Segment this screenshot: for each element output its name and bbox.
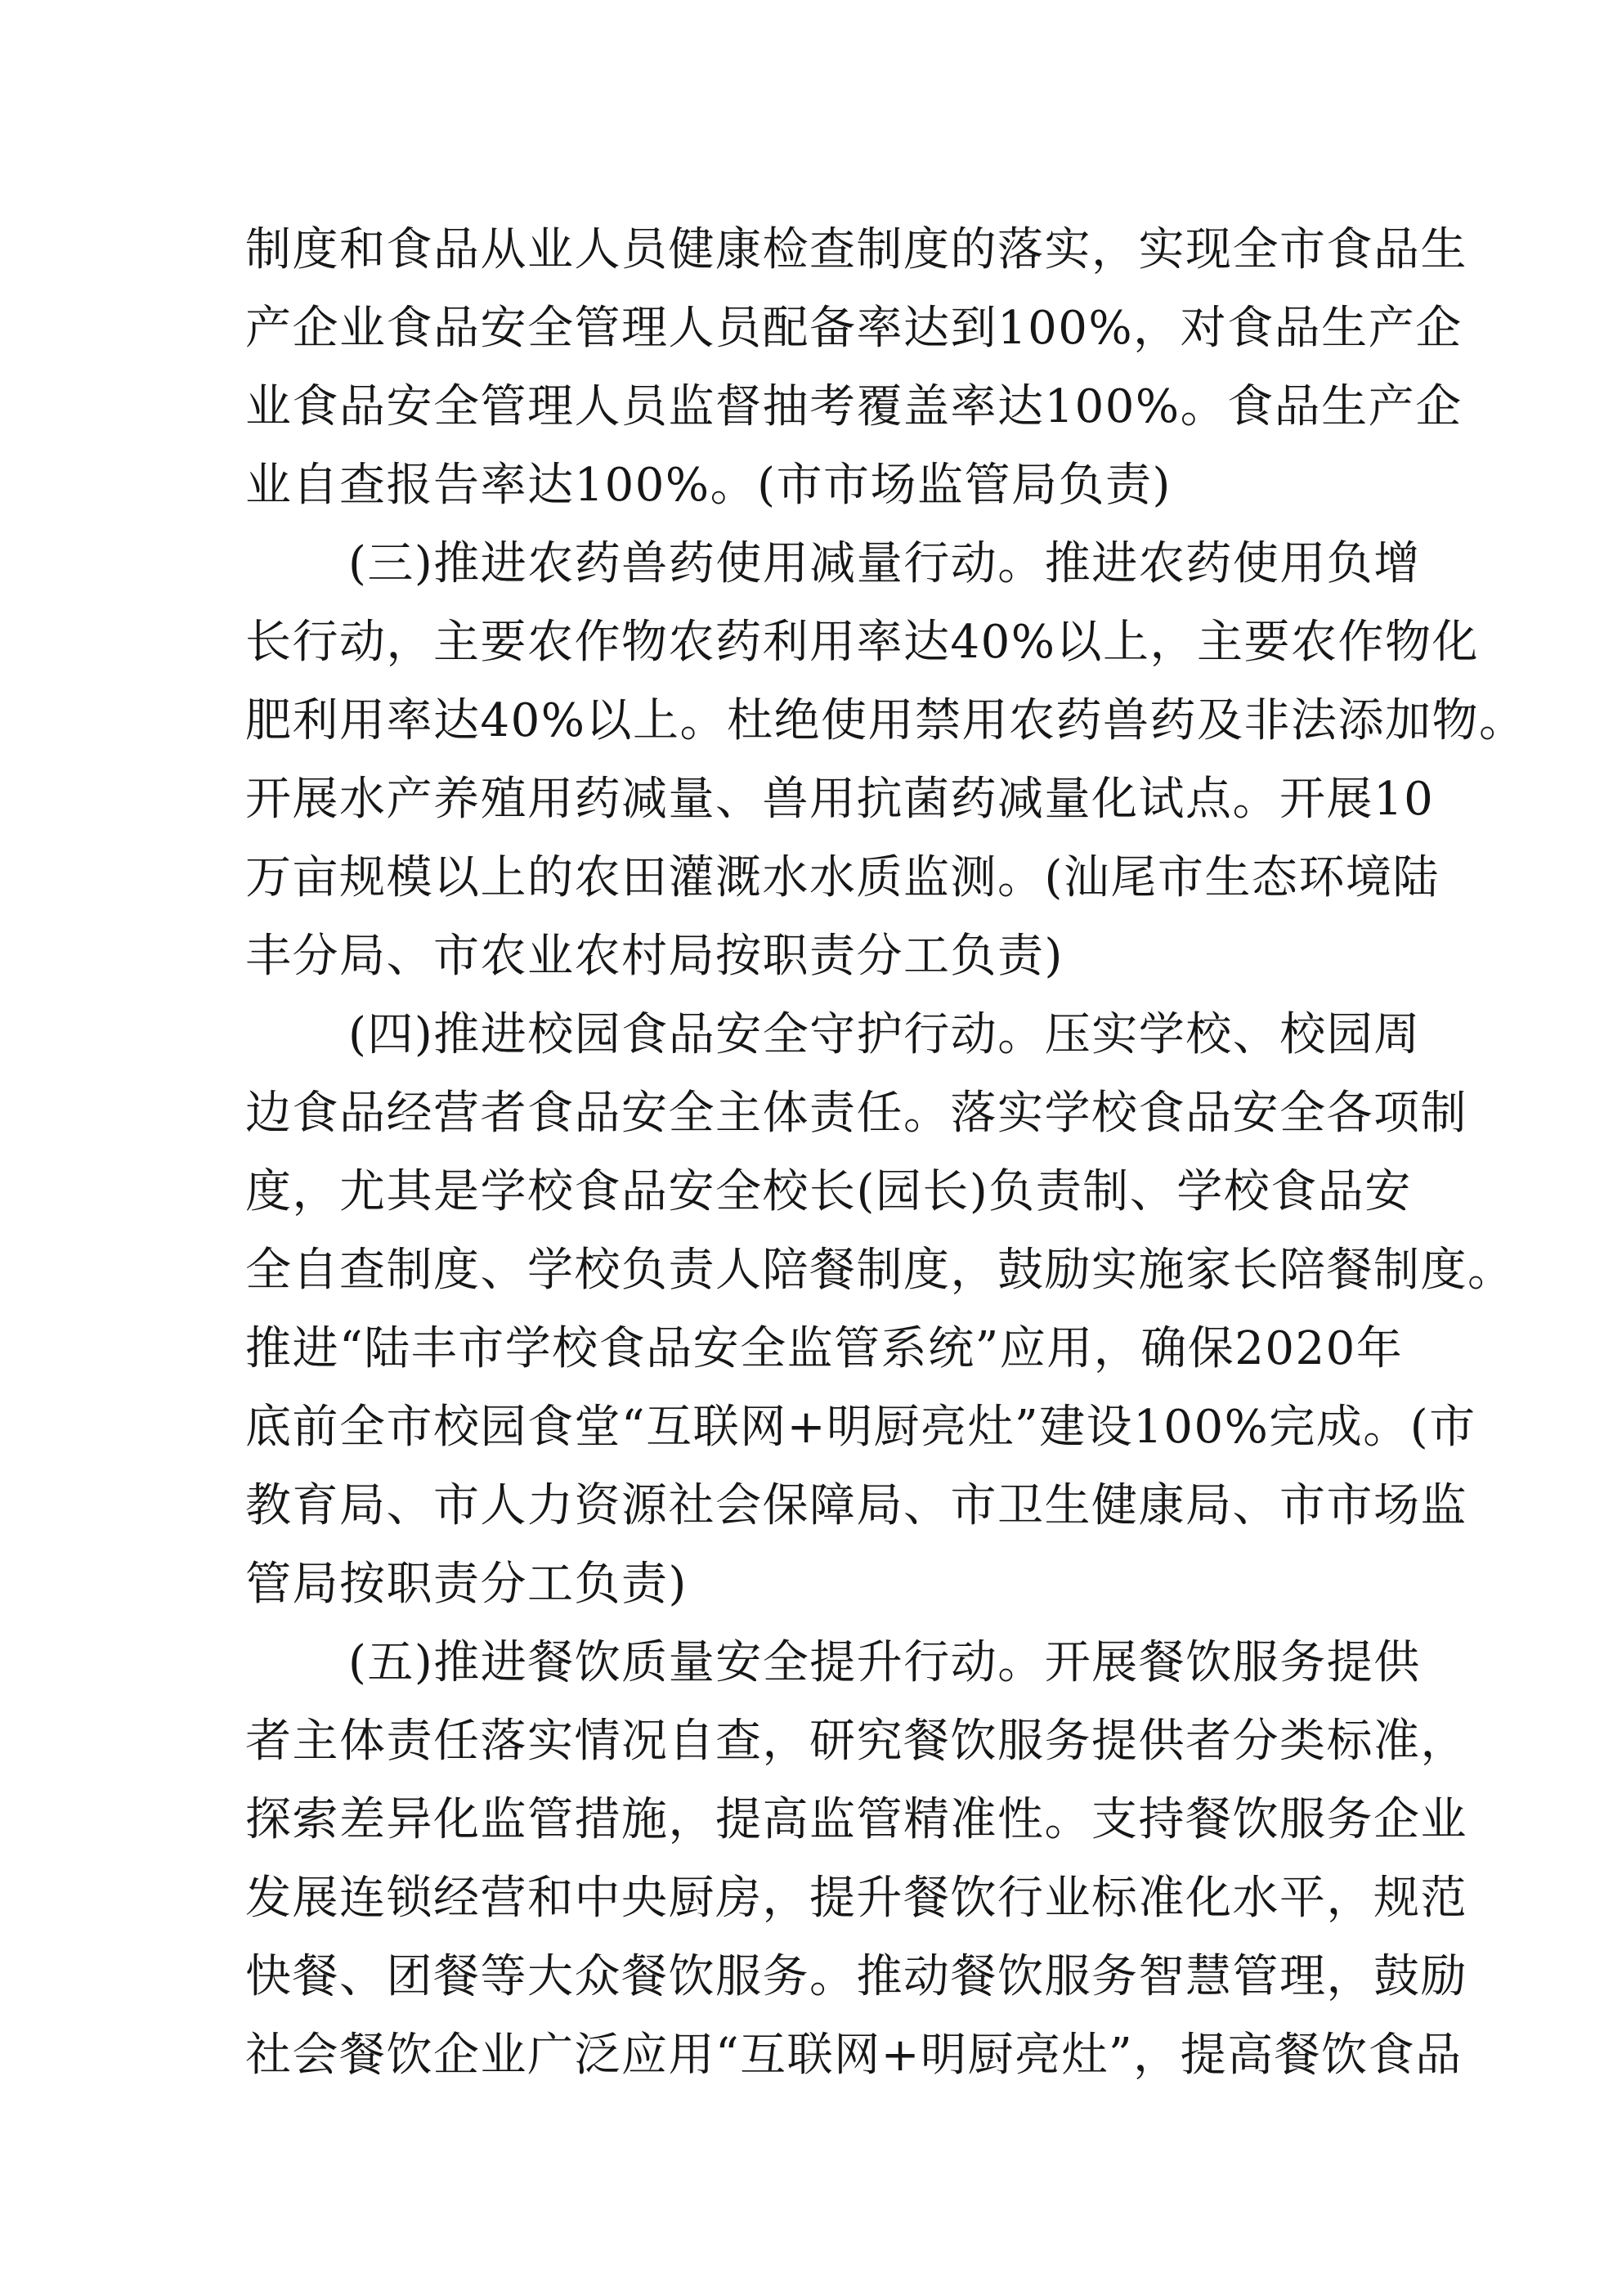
text-line-21: 探索差异化监管措施，提高监管精准性。支持餐饮服务企业 (245, 1793, 1467, 1846)
text-line-10: 丰分局、市农业农村局按职责分工负责) (245, 930, 1064, 983)
text-line-7: 肥利用率达40%以上。杜绝使用禁用农药兽药及非法添加物。 (245, 694, 1526, 747)
text-line-4: 业自查报告率达100%。(市市场监管局负责) (245, 459, 1172, 512)
section-5-heading-line: (五)推进餐饮质量安全提升行动。开展餐饮服务提供 (348, 1636, 1421, 1689)
text-line-22: 发展连锁经营和中央厨房，提升餐饮行业标准化水平，规范 (245, 1872, 1467, 1925)
text-line-20: 者主体责任落实情况自查，研究餐饮服务提供者分类标准， (245, 1715, 1467, 1768)
text-line-6: 长行动，主要农作物农药利用率达40%以上，主要农作物化 (245, 616, 1479, 669)
text-line-15: 推进“陆丰市学校食品安全监管系统”应用，确保2020年 (245, 1322, 1404, 1375)
text-line-8: 开展水产养殖用药减量、兽用抗菌药减量化试点。开展10 (245, 773, 1435, 826)
document-page (245, 211, 1526, 2095)
text-line-17: 教育局、市人力资源社会保障局、市卫生健康局、市市场监 (245, 1479, 1467, 1532)
text-line-12: 边食品经营者食品安全主体责任。落实学校食品安全各项制 (245, 1087, 1467, 1140)
section-3-heading-line: (三)推进农药兽药使用减量行动。推进农药使用负增 (348, 537, 1421, 590)
text-line-14: 全自查制度、学校负责人陪餐制度，鼓励实施家长陪餐制度。 (245, 1244, 1515, 1297)
text-line-16: 底前全市校园食堂“互联网+明厨亮灶”建设100%完成。(市 (245, 1401, 1476, 1454)
text-line-2: 产企业食品安全管理人员配备率达到100%，对食品生产企 (245, 302, 1463, 355)
section-4-heading-line: (四)推进校园食品安全守护行动。压实学校、校园周 (348, 1008, 1421, 1061)
text-line-9: 万亩规模以上的农田灌溉水水质监测。(汕尾市生态环境陆 (245, 851, 1440, 904)
text-line-1: 制度和食品从业人员健康检查制度的落实，实现全市食品生 (245, 223, 1467, 276)
text-line-3: 业食品安全管理人员监督抽考覆盖率达100%。食品生产企 (245, 380, 1463, 433)
text-line-18: 管局按职责分工负责) (245, 1558, 688, 1611)
text-line-13: 度，尤其是学校食品安全校长(园长)负责制、学校食品安 (245, 1165, 1412, 1218)
text-line-23: 快餐、团餐等大众餐饮服务。推动餐饮服务智慧管理，鼓励 (245, 1950, 1467, 2003)
text-line-24: 社会餐饮企业广泛应用“互联网+明厨亮灶”，提高餐饮食品 (245, 2029, 1463, 2082)
